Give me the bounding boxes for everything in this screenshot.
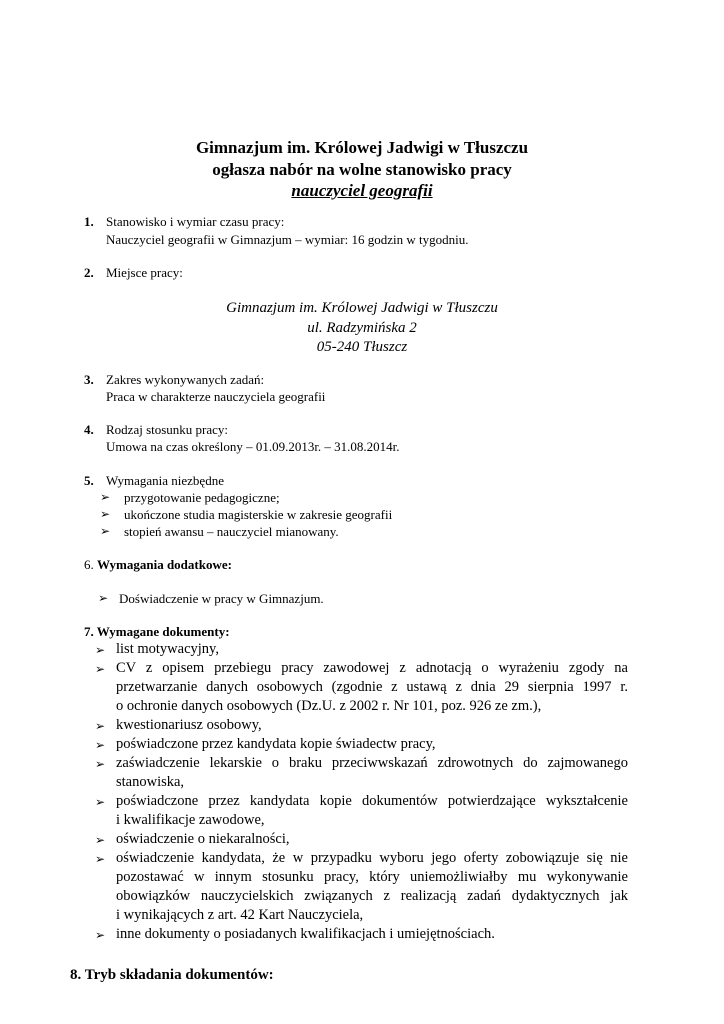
document-item: poświadczone przez kandydata kopie dokumentów potwierdzające wykształcenie <box>116 793 628 809</box>
document-item: CV z opisem przebiegu pracy zawodowej z adnotacją o wyrażeniu zgody na <box>116 660 628 676</box>
section-4-number: 4. <box>84 422 94 437</box>
section-6-heading <box>84 557 232 573</box>
section-6-dot: . <box>90 557 94 572</box>
requirement-item: stopień awansu – nauczyciel mianowany. <box>124 524 339 539</box>
arrow-bullet-icon: ➢ <box>100 524 111 538</box>
address-line-3: 05-240 Tłuszcz <box>316 339 408 355</box>
document-item: list motywacyjny, <box>116 641 219 657</box>
section-1-title: Stanowisko i wymiar czasu pracy: <box>106 214 285 229</box>
document-item: kwestionariusz osobowy, <box>116 717 262 733</box>
section-2-title: Miejsce pracy: <box>106 265 183 280</box>
section-3-title: Zakres wykonywanych zadań: <box>106 372 265 387</box>
arrow-bullet-icon: ➢ <box>95 795 106 809</box>
arrow-bullet-icon: ➢ <box>95 928 106 942</box>
section-3-number: 3. <box>84 372 94 387</box>
section-7-number: 7. <box>84 624 94 639</box>
document-item: oświadczenie o niekaralności, <box>116 831 290 847</box>
address-line-2: ul. Radzymińska 2 <box>307 320 417 336</box>
arrow-bullet-icon: ➢ <box>95 643 106 657</box>
arrow-bullet-icon: ➢ <box>100 490 111 504</box>
section-4-title: Rodzaj stosunku pracy: <box>106 422 229 437</box>
section-7-heading <box>84 624 230 640</box>
section-3-text: Praca w charakterze nauczyciela geografii <box>106 389 326 404</box>
arrow-bullet-icon: ➢ <box>95 852 106 866</box>
document-item: oświadczenie kandydata, że w przypadku wyboru jego oferty zobowiązuje się nie <box>116 850 628 866</box>
section-5-number: 5. <box>84 473 94 488</box>
title-position <box>0 181 724 201</box>
arrow-bullet-icon: ➢ <box>95 757 106 771</box>
document-item-continuation: i wynikających z art. 42 Kart Nauczyciela, <box>116 907 364 923</box>
document-item: inne dokumenty o posiadanych kwalifikacjach i umiejętnościach. <box>116 926 495 942</box>
arrow-bullet-icon: ➢ <box>95 738 106 752</box>
title-school: Gimnazjum im. Królowej Jadwigi w Tłuszczu <box>195 138 529 157</box>
section-2-number: 2. <box>84 265 94 280</box>
document-item-continuation: o ochronie danych osobowych (Dz.U. z 2002 r. Nr 101, poz. 926 ze zm.), <box>116 698 542 714</box>
requirement-item: przygotowanie pedagogiczne; <box>124 490 280 505</box>
address-line-1: Gimnazjum im. Królowej Jadwigi w Tłuszczu <box>226 300 498 316</box>
section-1-text: Nauczyciel geografii w Gimnazjum – wymiar: 16 godzin w tygodniu. <box>106 232 469 247</box>
arrow-bullet-icon: ➢ <box>95 719 106 733</box>
document-item: poświadczone przez kandydata kopie świadectw pracy, <box>116 736 436 752</box>
section-4-text: Umowa na czas określony – 01.09.2013r. – 31.08.2014r. <box>106 439 400 454</box>
arrow-bullet-icon: ➢ <box>100 507 111 521</box>
section-7-title: Wymagane dokumenty: <box>96 624 230 639</box>
document-item-continuation: stanowiska, <box>116 774 185 790</box>
additional-requirement-item: Doświadczenie w pracy w Gimnazjum. <box>119 591 324 606</box>
title-announcement: ogłasza nabór na wolne stanowisko pracy <box>212 160 512 179</box>
requirement-item: ukończone studia magisterskie w zakresie geografii <box>124 507 393 522</box>
section-6-title: Wymagania dodatkowe: <box>97 557 232 572</box>
document-item-continuation: pozostawać w innym stosunku pracy, który uniemożliwiałby mu wykonywanie <box>116 869 628 885</box>
arrow-bullet-icon: ➢ <box>95 662 106 676</box>
document-item: zaświadczenie lekarskie o braku przeciwwskazań zdrowotnych do zajmowanego <box>116 755 628 771</box>
section-1-number: 1. <box>84 214 94 229</box>
section-5-title: Wymagania niezbędne <box>106 473 224 488</box>
arrow-bullet-icon: ➢ <box>95 833 106 847</box>
document-item-continuation: przetwarzanie danych osobowych (zgodnie z ustawą z dnia 29 sierpnia 1997 r. <box>116 679 628 695</box>
section-6-number: 6 <box>84 557 91 572</box>
position-name: nauczyciel geografii <box>291 181 433 200</box>
document-item-continuation: obowiązków nauczycielskich związanych z realizacją zadań dydaktycznych jak <box>116 888 628 904</box>
arrow-bullet-icon: ➢ <box>98 591 109 605</box>
document-item-continuation: i kwalifikacje zawodowe, <box>116 812 265 828</box>
section-8-heading: 8. Tryb składania dokumentów: <box>70 967 274 983</box>
